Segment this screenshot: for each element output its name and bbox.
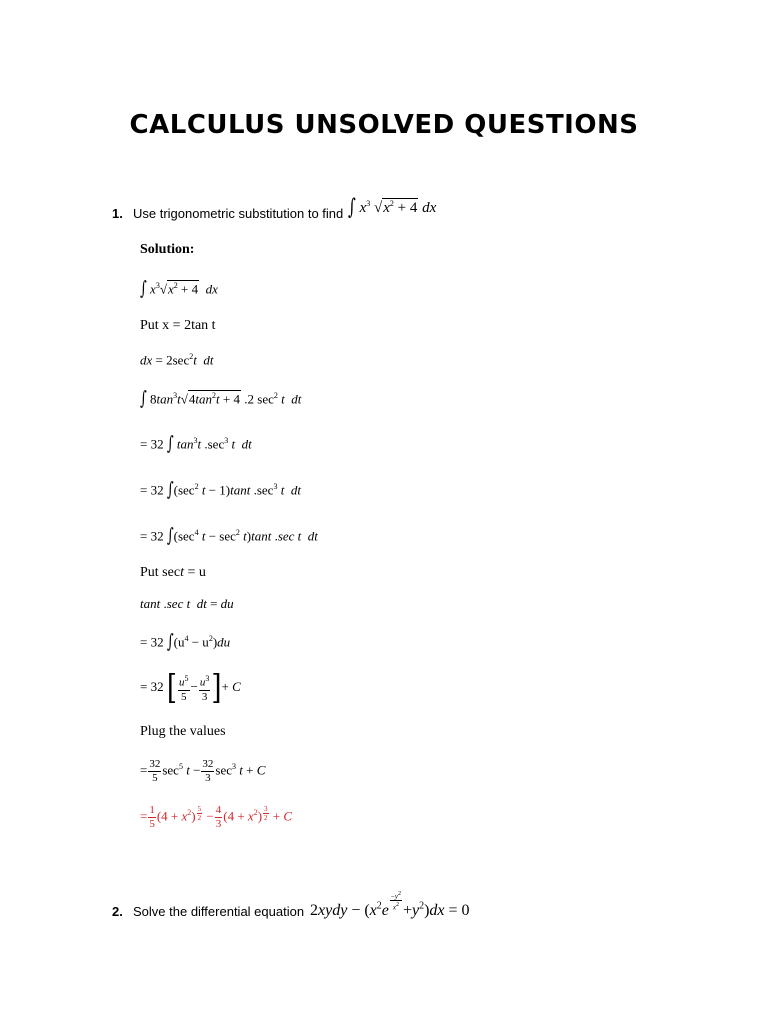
question-2-number: 2. [112, 904, 123, 919]
step-du: tant .sec t dt = du [140, 596, 234, 611]
plug-values-text: Plug the values [140, 724, 226, 739]
question-2-text: Solve the differential equation [133, 904, 305, 919]
step-integral: ∫ $x^3√x^2 + 4$ dx [140, 278, 218, 301]
step-substituted-integral: ∫ $8\tan^3t√4\tan^2t + 4$ .2 $\sec^2 t$ dt [140, 388, 302, 411]
step-antiderivative: = 32 [ $\frac{u^5}{5}$ − $\frac{u^3}{3}$ ]+ C [140, 668, 241, 708]
solution-label: Solution: [140, 242, 195, 257]
question-1-text: Use trigonometric substitution to find [133, 206, 344, 221]
question-2-equation: 2xydy − ($x^2e$ $^{\frac{-y^2}{x^2}}$ $+y^2)dx = 0$ [310, 891, 470, 919]
step-dx: dx = $2\sec^2t$ dt [140, 352, 214, 368]
step-sec-result: = $\frac{32}{5}$ $\sec^5 t$ − $\frac{32}{3}$ $\sec^3 t + C$ [140, 758, 266, 784]
step-expanded: = 32 $\int(\sec^4$ $t - \sec^2 t)\tan t$ .sec t dt [140, 525, 318, 548]
step-32-integral: = 32 ∫ $\tan^3t$ $.\sec^3$ t dt [140, 433, 252, 456]
final-answer: = $\frac{1}{5}$ $(4 + x^2)$ $^{\frac{5}{2}}$ − $\frac{4}{3}$ $(4 + x^2)$ $^{\frac{3}{2}}$ + C [140, 804, 293, 830]
question-1-integral: ∫ $x^3$ $√x^2 + 4$ dx [348, 193, 437, 221]
step-put-u: Put sect = u [140, 565, 206, 580]
step-identity: = 32 $\int(\sec^2$ t − 1)tant $.\sec^3$ t dt [140, 479, 301, 502]
step-substitution: Put x = 2tan t [140, 318, 216, 333]
question-1-number: 1. [112, 206, 123, 221]
page-title: CALCULUS UNSOLVED QUESTIONS [129, 110, 639, 140]
step-u-integral: = 32 $\int(u^4 - u^2)du$ [140, 631, 231, 654]
